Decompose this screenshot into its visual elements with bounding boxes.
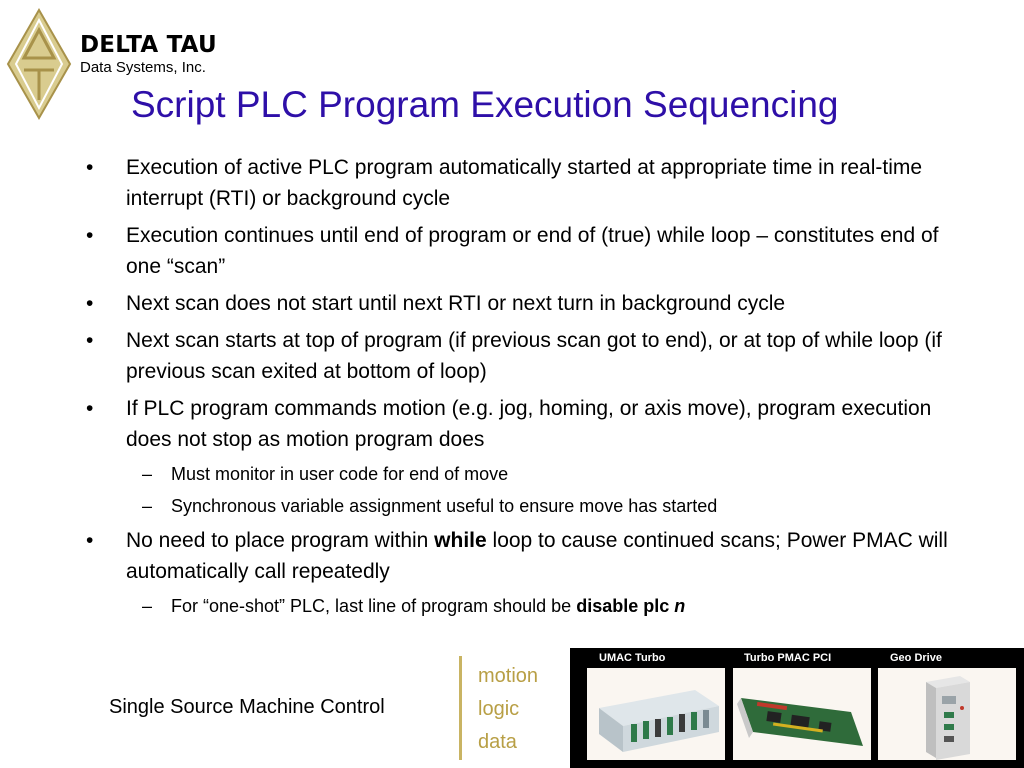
product-label-turbo-pci: Turbo PMAC PCI — [744, 652, 832, 664]
bullet-marker: • — [86, 224, 94, 247]
footer-words — [478, 660, 538, 759]
sub-bullet-text: Synchronous variable assignment useful to ensure move has started — [171, 496, 718, 516]
bullet-item — [82, 152, 962, 214]
bullet-text: Execution of active PLC program automatically started at appropriate time in real-time interrupt (RTI) or background cycle — [126, 156, 923, 210]
bullet-text: Next scan does not start until next RTI or next turn in background cycle — [126, 292, 786, 315]
sub-bullet-bold-italic: n — [674, 596, 686, 616]
bullet-list — [82, 152, 962, 625]
geo-drive-photo — [878, 668, 1016, 760]
bullet-item — [82, 325, 962, 387]
footer-divider — [459, 656, 462, 760]
bullet-marker: • — [86, 156, 94, 179]
company-subtitle: Data Systems, Inc. — [80, 59, 206, 76]
bullet-text: If PLC program commands motion (e.g. jog, homing, or axis move), program execution does not stop as motion program does — [126, 397, 932, 451]
bullet-marker: • — [86, 397, 94, 420]
product-label-umac: UMAC Turbo — [599, 652, 666, 664]
bullet-marker: • — [86, 292, 94, 315]
footer-word-logic: logic — [478, 698, 520, 720]
product-photo-strip — [570, 648, 1024, 768]
sub-bullet-text: For “one-shot” PLC, last line of program should be — [171, 596, 577, 616]
bullet-marker: • — [86, 329, 94, 352]
bullet-item — [82, 220, 962, 282]
bullet-text-before: No need to place program within — [126, 529, 435, 552]
sub-bullet-text: Must monitor in user code for end of move — [171, 464, 509, 484]
footer-word-data: data — [478, 731, 517, 753]
sub-bullet-item — [82, 461, 962, 487]
bullet-item — [82, 288, 962, 319]
delta-tau-logo-icon — [6, 8, 72, 120]
sub-bullet-marker: – — [142, 596, 153, 616]
bullet-text: Next scan starts at top of program (if previous scan got to end), or at top of while loop (if previous scan exited at bottom of loop) — [126, 329, 942, 383]
bullet-marker: • — [86, 529, 94, 552]
footer-word-motion: motion — [478, 665, 539, 687]
company-name: DELTA TAU — [80, 32, 217, 58]
product-label-geo-drive: Geo Drive — [890, 652, 942, 664]
bullet-bold-keyword: while — [434, 529, 487, 552]
sub-bullet-marker: – — [142, 496, 153, 516]
sub-bullet-item — [82, 593, 962, 619]
turbo-pmac-pci-photo — [733, 668, 871, 760]
company-block — [80, 32, 217, 76]
sub-bullet-marker: – — [142, 464, 153, 484]
sub-bullet-item — [82, 493, 962, 519]
umac-turbo-photo — [587, 668, 725, 760]
sub-bullet-bold: disable plc — [576, 596, 675, 616]
bullet-text: Execution continues until end of program or end of (true) while loop – constitutes end of one “scan” — [126, 224, 939, 278]
bullet-text-after: loop to cause continued scans; Power PMAC will automatically call repeatedly — [126, 529, 948, 583]
bullet-item — [82, 393, 962, 455]
slide-title: Script PLC Program Execution Sequencing — [131, 84, 839, 125]
bullet-item — [82, 525, 962, 587]
footer-tagline: Single Source Machine Control — [109, 696, 385, 718]
